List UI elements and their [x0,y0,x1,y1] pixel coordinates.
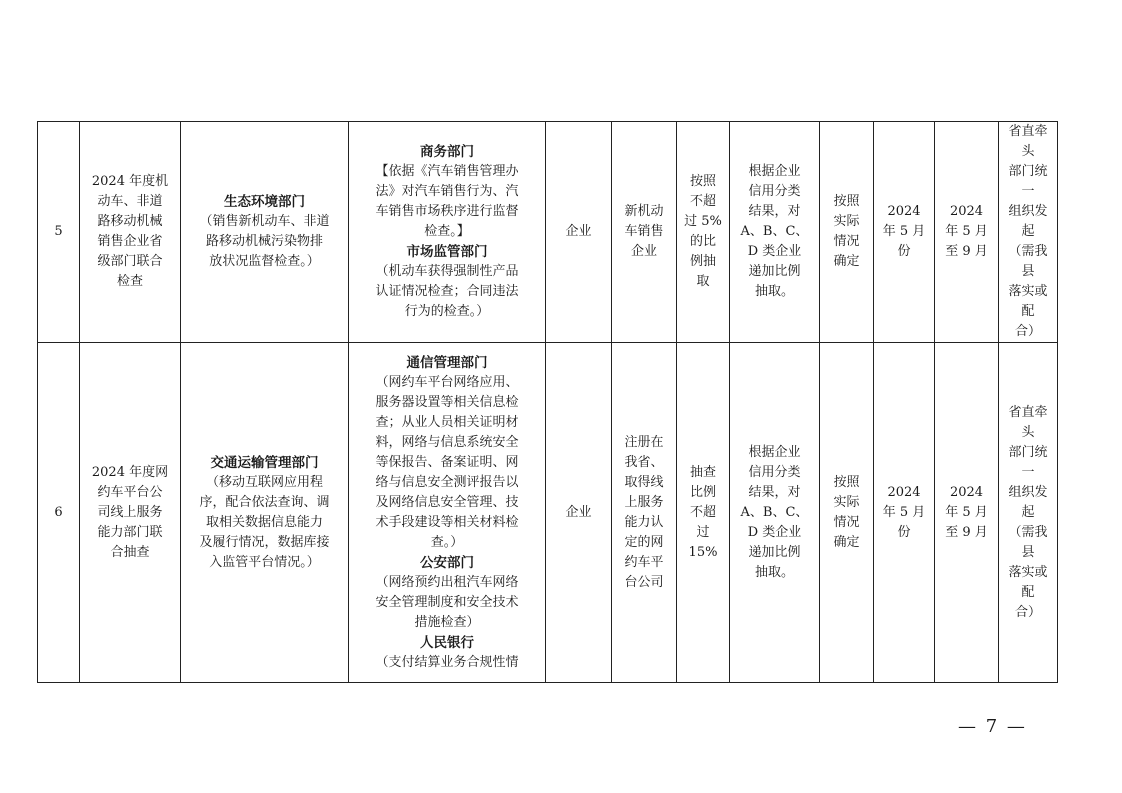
coop-department-title: 通信管理部门 [406,354,488,371]
lead-department [181,343,349,683]
coop-department-title: 市场监管部门 [406,244,488,260]
period: 2024 年 5 月 至 9 月 [935,122,999,343]
inspection-item: 2024 年度机 动车、非道 路移动机械 销售企业省 级部门联合 检查 [80,122,181,343]
period: 2024 年 5 月 至 9 月 [935,343,999,683]
coop-department-desc: （机动车获得强制性产品 认证情况检查；合同违法 行为的检查。） [375,264,519,319]
inspection-object: 注册在 我省、 取得线 上服务 能力认 定的网 约车平 台公司 [612,343,677,683]
lead-department-desc: （移动互联网应用程 序，配合依法查询、调 取相关数据信息能力 及履行情况，数据库接 入监管平台情况。） [199,474,330,570]
inspection-table [37,121,1058,683]
page-number: — 7 — [958,716,1027,737]
lead-department-title: 生态环境部门 [224,194,305,210]
object-type: 企业 [546,122,612,343]
sampling-method: 根据企业 信用分类 结果，对 A、B、C、 D 类企业 递加比例 抽取。 [730,122,820,343]
object-type: 企业 [546,343,612,683]
coop-department-title: 人民银行 [420,634,474,651]
row-number: 6 [38,343,80,683]
inspection-item: 2024 年度网 约车平台公 司线上服务 能力部门联 合抽查 [80,343,181,683]
coop-department-desc: （支付结算业务合规性情 [375,654,519,670]
lead-department-desc: （销售新机动车、非道 路移动机械污染物排 放状况监督检查。） [199,214,330,269]
inspection-object: 新机动 车销售 企业 [612,122,677,343]
cooperating-departments [349,343,546,683]
table-row [38,343,1058,683]
frequency: 按照 实际 情况 确定 [820,122,874,343]
coop-department-title: 商务部门 [420,144,474,160]
lead-department-title: 交通运输管理部门 [210,454,319,471]
lead-department [181,122,349,343]
coop-department-desc: （网络预约出租汽车网络 安全管理制度和安全技术 措施检查） [375,574,519,630]
row-number: 5 [38,122,80,343]
sampling-ratio: 按照 不超 过 5% 的比 例抽 取 [677,122,730,343]
sampling-method: 根据企业 信用分类 结果，对 A、B、C、 D 类企业 递加比例 抽取。 [730,343,820,683]
start-date: 2024 年 5 月 份 [874,343,935,683]
table-row [38,122,1058,343]
start-date: 2024 年 5 月 份 [874,122,935,343]
cooperating-departments [349,122,546,343]
coop-department-desc: 【依据《汽车销售管理办 法》对汽车销售行为、汽 车销售市场秩序进行监督 检查。】 [375,164,519,239]
sampling-ratio: 抽查 比例 不超 过 15% [677,343,730,683]
coop-department-title: 公安部门 [420,554,474,571]
coop-department-desc: （网约车平台网络应用、 服务器设置等相关信息检 查；从业人员相关证明材 料，网络与信息系统安全 等保报告、备案证明、网 络与信息安全测评报告以 及网络信息安全管理、技 术手段建设等相关材料检 查。） [375,374,519,550]
note: 省直牵头 部门统一 组织发起 （需我县 落实或配 合） [999,122,1058,343]
frequency: 按照 实际 情况 确定 [820,343,874,683]
note: 省直牵头 部门统一 组织发起 （需我县 落实或配 合） [999,343,1058,683]
